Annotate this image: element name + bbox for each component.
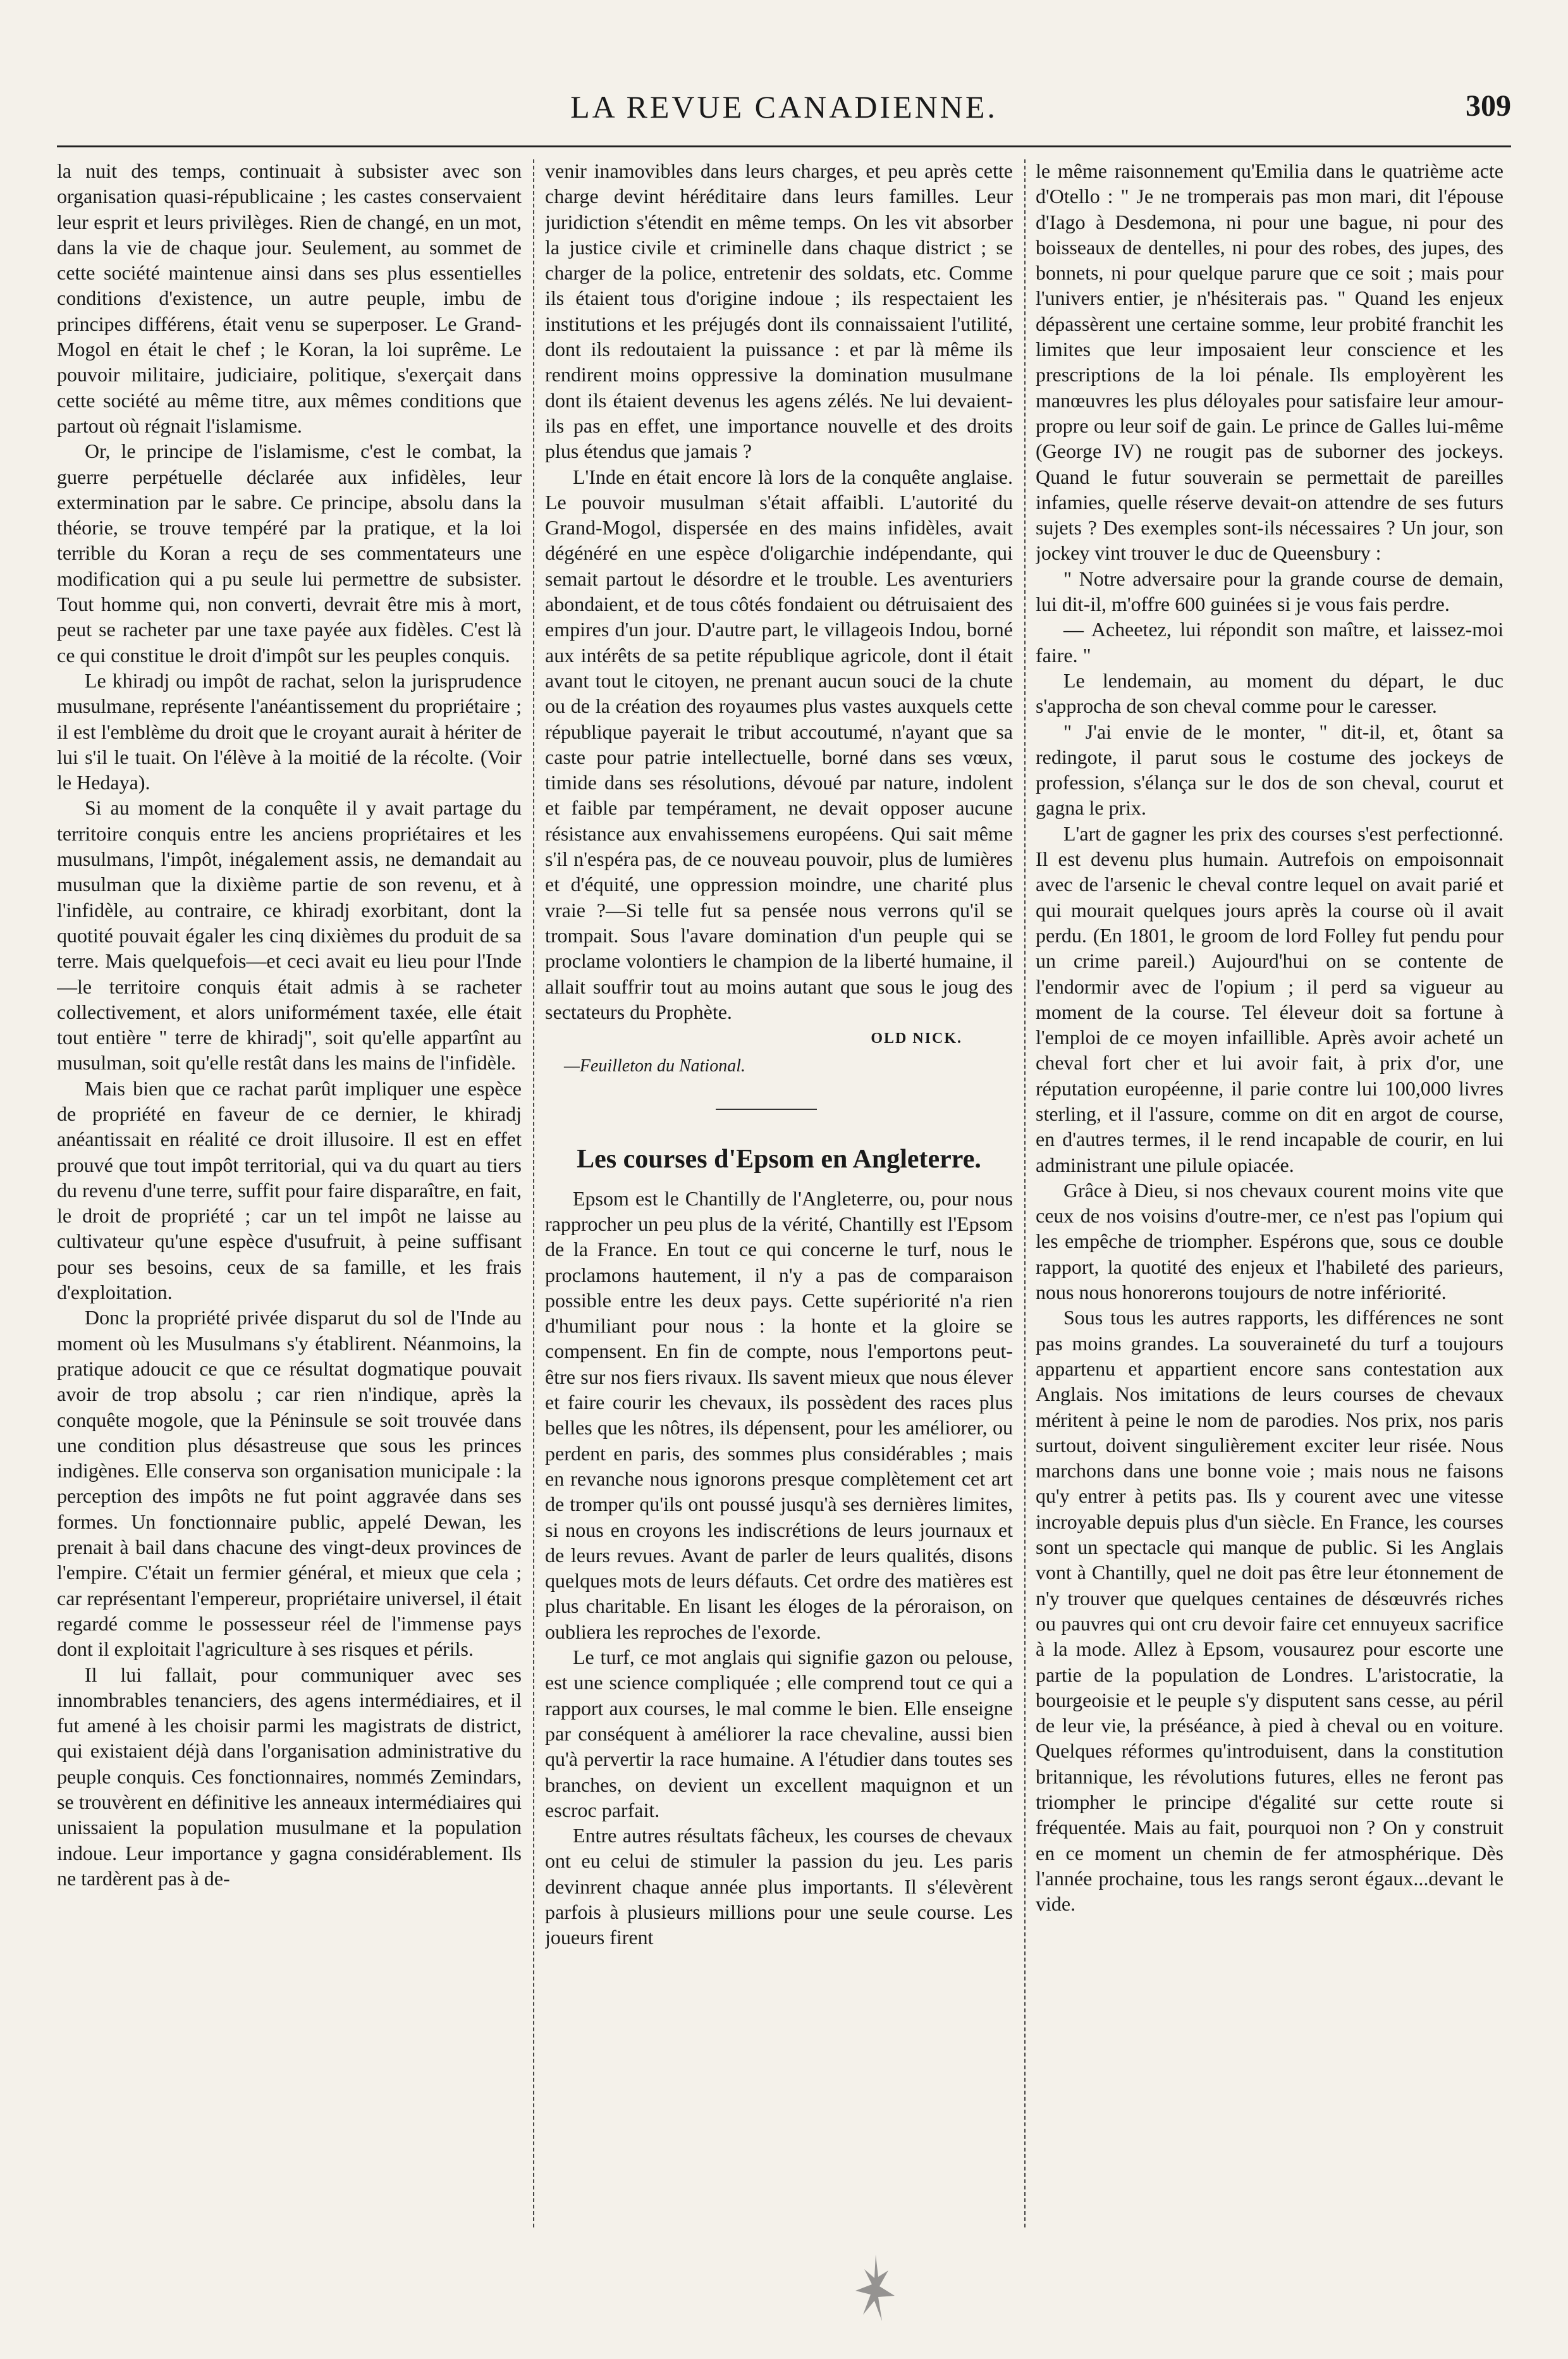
ink-blot-ornament: [850, 2251, 901, 2334]
paragraph: Epsom est le Chantilly de l'Angleterre, ou, pour nous rapprocher un peu plus de la vérité, Chantilly est l'Epsom de la France. En tout ce qui concerne le turf, nous le proclamons hautement, il n'y a pas de comparaison possible entre les deux pays. Cette supériorité n'a rien d'humiliant pour nous : la honte et la gloire se compensent. En fin de compte, nous l'emportons peut-être sur nos fiers rivaux. Ils savent mieux que nous élever et faire courir les chevaux, ils possèdent des races plus belles que les nôtres, ils dépensent, pour les améliorer, ou perdent en paris, des sommes plus considérables ; mais en revanche nous ignorons presque complètement cet art de tromper qu'ils ont poussé jusqu'à ses dernières limites, si nous en croyons les indiscrétions de leurs journaux et de leurs revues. Avant de parler de leurs qualités, disons quelques mots de leurs défauts. Cet ordre des matières est plus charitable. En lisant les éloges de la péroraison, on oubliera les reproches de l'exorde.: [545, 1186, 1013, 1643]
column-3: [1036, 158, 1504, 2283]
header-rule: [57, 145, 1511, 147]
paragraph: venir inamovibles dans leurs charges, et peu après cette charge devint héréditaire dans leurs familles. Leur juridiction s'étendit en même temps. On les vit absorber la justice civile et criminelle dans chaque district ; se charger de la police, entretenir des soldats, etc. Comme ils étaient tous d'origine indoue ; ils respectaient les institutions et les préjugés dont ils connaissaient l'utilité, dont ils redoutaient la puissance : et par là même ils rendirent moins oppressive la domination musulmane dont ils étaient devenus les agens zélés. Ne lui devaient-ils pas en effet, une importance nouvelle et des droits plus étendus que jamais ?: [545, 159, 1013, 463]
paragraph: L'art de gagner les prix des courses s'est perfectionné. Il est devenu plus humain. Autrefois on empoisonnait avec de l'arsenic le cheval contre lequel on avait parié et qui mourait quelques jours après la course où il avait perdu. (En 1801, le groom de lord Folley fut pendu pour un crime pareil.) Aujourd'hui on se contente de l'endormir avec de l'opium ; il perd sa vigueur au moment de la course. Tel éleveur doit sa fortune à l'emploi de ce moyen infaillible. Après avoir acheté un cheval fort cher et lui avoir fait, à prix d'or, une réputation européenne, il parie contre lui 100,000 livres sterling, et il l'assure, comme on dit en argot de course, en d'autres termes, il le rend incapable de courir, en lui administrant une pilule opiacée.: [1036, 822, 1504, 1176]
paragraph: Grâce à Dieu, si nos chevaux courent moins vite que ceux de nos voisins d'outre-mer, ce n'est pas l'opium qui les empêche de triompher. Espérons que, sous ce double rapport, la quotité des enjeux et l'habileté des parieurs, nous nous honorerons toujours de notre infériorité.: [1036, 1178, 1504, 1304]
paragraph: L'Inde en était encore là lors de la conquête anglaise. Le pouvoir musulman s'était affaibli. L'autorité du Grand-Mogol, dispersée en des mains infidèles, avait dégénéré en une espèce d'oligarchie indépendante, qui semait partout le désordre et le trouble. Les aventuriers abondaient, et de tous côtés fondaient ou détruisaient des empires d'un jour. D'autre part, le villageois Indou, borné aux intérêts de sa petite république agricole, dont il était avant tout le citoyen, ne prenant aucun souci de la chute ou de la création des royaumes plus vastes auxquels cette république payerait le tribut accoutumé, n'ayant que sa caste pour patrie intellectuelle, borné dans ses vœux, timide dans ses résolutions, dévoué par nature, indolent et faible par tempérament, ne devait opposer aucune résistance aux envahissemens européens. Qui sait même s'il n'espéra pas, de ce nouveau pouvoir, plus de lumières et d'équité, une oppression moindre, une charité plus vraie ?—Si telle fut sa pensée nous verrons qu'il se trompait. Sous l'avare domination d'un peuple qui se proclame volontiers le champion de la liberté humaine, il allait souffrir tout au moins autant que sous le joug des sectateurs du Prophète.: [545, 465, 1013, 1023]
paragraph: Or, le principe de l'islamisme, c'est le combat, la guerre perpétuelle déclarée aux infidèles, leur extermination par le sabre. Ce principe, absolu dans la théorie, se trouve tempéré par la pratique, et la loi terrible du Koran a reçu de ses commentateurs une modification qui a pu seule lui permettre de subsister. Tout homme qui, non converti, devrait être mis à mort, peut se racheter par une taxe payée aux fidèles. C'est là ce qui constitue le droit d'impôt sur les peuples conquis.: [57, 440, 522, 667]
article-title: Les courses d'Epsom en Angleterre.: [577, 1144, 981, 1174]
paragraph: Entre autres résultats fâcheux, les courses de chevaux ont eu celui de stimuler la passion du jeu. Les paris devinrent chaque année plus importants. Il s'élevèrent parfois à plusieurs millions pour une seule course. Les joueurs firent: [545, 1824, 1013, 1949]
paragraph: Si au moment de la conquête il y avait partage du territoire conquis entre les anciens propriétaires et les musulmans, l'impôt, inégalement assis, ne demandait au musulman que la dixième partie de son revenu, et à l'infidèle, au contraire, ce khiradj exorbitant, dont la quotité pouvait égaler les cinq dixièmes du produit de sa terre. Mais quelquefois—et ceci avait eu lieu pour l'Inde—le territoire conquis était admis à se racheter collectivement, et alors uniformément taxée, elle était tout entière " terre de khiradj", soit qu'elle appartînt au musulman, soit qu'elle restât dans les mains de l'infidèle.: [57, 796, 522, 1075]
page-number: 309: [1466, 89, 1511, 123]
column-2: [545, 158, 1013, 2283]
column-divider: [1024, 159, 1026, 2227]
paragraph: Il lui fallait, pour communiquer avec ses innombrables tenanciers, des agens intermédiaires, et il fut amené à les choisir parmi les magistrats de district, qui existaient déjà dans l'organisation administrative du peuple conquis. Ces fonctionnaires, nommés Zemindars, se trouvèrent en définitive les anneaux intermédiaires qui unissaient la population musulmane et la population indoue. Leur importance y gagna considérablement. Ils ne tardèrent pas à de-: [57, 1663, 522, 1890]
paragraph: Le lendemain, au moment du départ, le duc s'approcha de son cheval comme pour le caresser.: [1036, 668, 1504, 718]
paragraph: la nuit des temps, continuait à subsister avec son organisation quasi-républicaine ; les castes conservaient leur esprit et leurs privilèges. Rien de changé, en un mot, dans la vie de chaque jour. Seulement, au sommet de cette société maintenue ainsi dans ses plus essentielles conditions d'existence, un autre peuple, imbu de principes différens, était venu se superposer. Le Grand-Mogol en était le chef ; le Koran, la loi suprême. Le pouvoir militaire, judiciaire, politique, s'exerçait dans cette société au même titre, aux mêmes conditions que partout où régnait l'islamisme.: [57, 159, 522, 437]
source-credit: —Feuilleton du National.: [564, 1056, 745, 1076]
paragraph: Le turf, ce mot anglais qui signifie gazon ou pelouse, est une science compliquée ; elle comprend tout ce qui a rapport aux courses, le mal comme le bien. Elle enseigne par conséquent à améliorer la race chevaline, aussi bien qu'à pervertir la race humaine. A l'étudier dans toutes ses branches, on devient un excellent maquignon et un escroc parfait.: [545, 1646, 1013, 1821]
paragraph: Le khiradj ou impôt de rachat, selon la jurisprudence musulmane, représente l'anéantissement du propriétaire ; il est l'emblème du droit que le croyant aurait à hériter de lui s'il le tuait. On l'élève à la moitié de la récolte. (Voir le Hedaya).: [57, 668, 522, 794]
running-title: LA REVUE CANADIENNE.: [570, 89, 998, 125]
column-divider: [533, 159, 534, 2227]
column-1: [57, 158, 522, 2283]
page-header: [57, 89, 1511, 145]
author-signature: OLD NICK.: [871, 1030, 962, 1047]
paragraph: le même raisonnement qu'Emilia dans le quatrième acte d'Otello : " Je ne tromperais pas mon mari, dit l'épouse d'Iago à Desdemona, ni pour une bague, ni pour des boisseaux de dentelles, ni pour des robes, des jupes, des bonnets, ni pour quelque parure que ce soit ; mais pour l'univers entier, je n'hésiterais pas. " Quand les enjeux dépassèrent une certaine somme, leur probité franchit les limites que leur imposaient leur conscience et les prescriptions de la loi pénale. Ils employèrent les manœuvres les plus déloyales pour satisfaire leur amour-propre ou leur soif de gain. Le prince de Galles lui-même (George IV) ne rougit pas de suborner des jockeys. Quand le futur souverain se permettait de pareilles infamies, quelle réserve devait-on attendre de ses futurs sujets ? Des exemples sont-ils nécessaires ? Un jour, son jockey vint trouver le duc de Queensbury :: [1036, 159, 1504, 565]
paragraph: Donc la propriété privée disparut du sol de l'Inde au moment où les Musulmans s'y établirent. Néanmoins, la pratique adoucit ce que ce résultat dogmatique pouvait avoir de trop absolu ; car rien n'indique, après la conquête mogole, que la Péninsule se soit trouvée dans une condition plus désastreuse que sous les princes indigènes. Elle conserva son organisation municipale : la perception des impôts ne fut point aggravée dans ses formes. Un fonctionnaire public, appelé Dewan, les prenait à bail dans chacune des vingt-deux provinces de l'empire. C'était un fermier général, et mieux que cela ; car représentant l'empereur, propriétaire universel, il était regardé comme le possesseur réel de l'immense pays dont il exploitait l'agriculture à ses risques et périls.: [57, 1306, 522, 1661]
paragraph: Mais bien que ce rachat parût impliquer une espèce de propriété en faveur de ce dernier, le khiradj anéantissait en réalité ce droit illusoire. Il est en effet prouvé que tout impôt territorial, qui va du quart au tiers du revenu d'une terre, suffit pour faire disparaître, en fait, le droit de propriété ; car un tel impôt ne laisse au cultivateur qu'une espèce d'usufruit, à peine suffisant pour ses besoins, ceux de sa famille, et les frais d'exploitation.: [57, 1076, 522, 1304]
paragraph: — Acheetez, lui répondit son maître, et laissez-moi faire. ": [1036, 618, 1504, 667]
paragraph: " J'ai envie de le monter, " dit-il, et, ôtant sa redingote, il parut sous le costume des jockeys de profession, s'élança sur le dos de son cheval, courut et gagna le prix.: [1036, 720, 1504, 820]
paragraph: Sous tous les autres rapports, les différences ne sont pas moins grandes. La souveraineté du turf a toujours appartenu et appartient encore sans contestation aux Anglais. Nos imitations de leurs courses de chevaux méritent à peine le nom de parodies. Nos prix, nos paris surtout, doivent singulièrement exciter leur risée. Nous marchons dans une bonne voie ; mais nous ne faisons qu'y entrer à petits pas. Ils y courent avec une vitesse incroyable depuis plus d'un siècle. En France, les courses sont un spectacle qui manque de public. Si les Anglais vont à Chantilly, quel ne doit pas être leur étonnement de n'y trouver que quelques centaines de désœuvrés riches ou pauvres qui ont cru devoir faire cet ennuyeux sacrifice à la mode. Allez à Epsom, vousaurez pour escorte une partie de la population de Londres. L'aristocratie, la bourgeoisie et le peuple s'y disputent sans cesse, au péril de leur vie, la préséance, à pied à cheval ou en voiture. Quelques réformes qu'introduisent, dans la constitution britannique, les révolutions futures, elles ne feront pas triompher le principe d'égalité sur cette route si fréquentée. Mais au fait, pourquoi non ? On y construit en ce moment un chemin de fer atmosphérique. Dès l'année prochaine, tous les rangs seront égaux...devant le vide.: [1036, 1306, 1504, 1916]
paragraph: " Notre adversaire pour la grande course de demain, lui dit-il, m'offre 600 guinées si je vous fais perdre.: [1036, 567, 1504, 616]
section-rule: [716, 1109, 817, 1110]
